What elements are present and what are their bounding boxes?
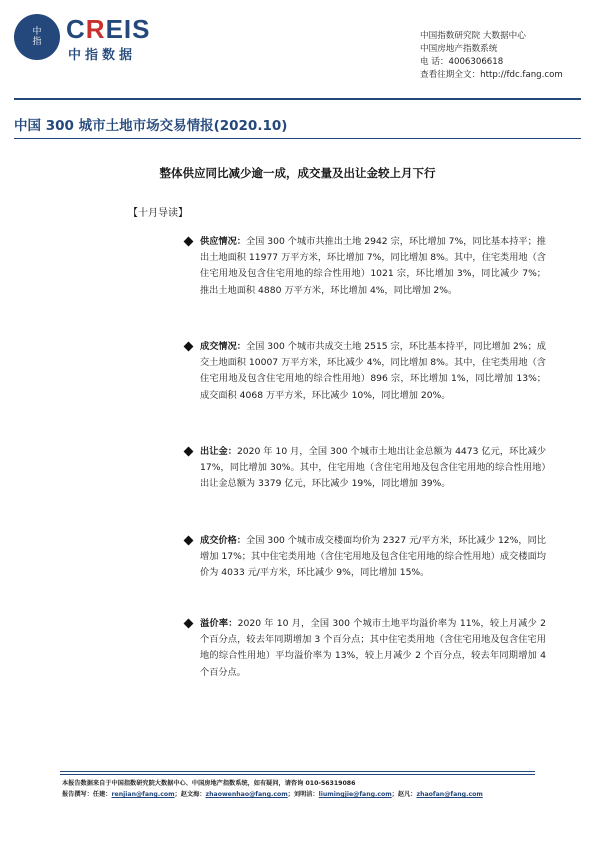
bullet-land-revenue (200, 444, 546, 493)
header-phone: 电 话：4006306618 (420, 57, 504, 67)
footer-source-note: 本报告数据来自于中国指数研究院大数据中心、中国房地产指数系统，如有疑问，请咨询 010-56319086 (62, 780, 356, 787)
bullet-text: 2020 年 10 月，全国 300 个城市土地平均溢价率为 11%，较上月减少 2 个百分点，较去年同期增加 3 个百分点；其中住宅类用地（含住宅用地及包含住宅用地的综合性用地）平均溢价率为 13%，较上月减少 2 个百分点，较去年同期增加 4 个百分点。 (200, 618, 546, 678)
diamond-bullet-icon (184, 447, 194, 457)
section-label: 【十月导读】 (128, 208, 188, 219)
diamond-bullet-icon (184, 619, 194, 629)
bullet-label: 供应情况： (200, 236, 246, 247)
author-email-link[interactable]: liumingjie@fang.com (318, 791, 392, 798)
bullet-transaction (200, 339, 546, 404)
bullet-premium-rate (200, 616, 546, 681)
author-email-link[interactable]: zhaowenhao@fang.com (205, 791, 288, 798)
header-institute: 中国指数研究院 大数据中心 (420, 31, 526, 41)
author-email-link[interactable]: renjian@fang.com (111, 791, 175, 798)
title-divider (14, 138, 581, 139)
header-contact-block (420, 30, 563, 82)
logo-emblem-icon (14, 14, 60, 60)
header-website: 查看往期全文：http://fdc.fang.com (420, 70, 563, 80)
bullet-supply (200, 234, 546, 299)
logo-letter-r: R (85, 14, 106, 44)
diamond-bullet-icon (184, 536, 194, 546)
report-subtitle: 整体供应同比减少逾一成，成交量及出让金较上月下行 (159, 166, 436, 180)
bullet-text: 2020 年 10 月，全国 300 个城市土地出让金总额为 4473 亿元，环比减少 17%，同比增加 30%。其中，住宅用地（含住宅用地及包含住宅用地的综合性用地）出让金总额为 3379 亿元，环比减少 19%，同比增加 39%。 (200, 446, 547, 490)
footer-authors (62, 789, 483, 800)
bullet-text: 全国 300 个城市共成交土地 2515 宗，环比基本持平，同比增加 2%；成交土地面积 10007 万平方米，环比减少 4%，同比增加 8%。其中，住宅类用地（含住宅用地及包含住宅用地的综合性用地）896 宗，环比增加 1%，同比增加 13%；成交面积 4068 万平方米，环比减少 10%，同比增加 20%。 (200, 341, 546, 401)
bullet-label: 成交价格： (200, 535, 247, 546)
logo-letter-c: C (66, 14, 86, 44)
bullet-label: 出让金： (200, 446, 237, 457)
footer-author-prefix: 报告撰写：任建： (62, 791, 112, 798)
footer-divider (60, 771, 535, 772)
logo-letters-rest: EIS (105, 14, 151, 44)
logo-emblem-text-bottom: 指 (32, 37, 42, 47)
bullet-text: 全国 300 个城市成交楼面均价为 2327 元/平方米，环比减少 12%，同比增加 17%；其中住宅类用地（含住宅用地及包含住宅用地的综合性用地）成交楼面均价为 4033 元/平方米，环比减少 9%，同比增加 15%。 (200, 535, 546, 579)
header-system: 中国房地产指数系统 (420, 44, 498, 54)
footer-block (62, 778, 483, 800)
logo-emblem-text-top: 中 (32, 27, 42, 37)
footer-separator: ；刘明洁： (287, 791, 319, 798)
footer-separator: ；赵凡： (391, 791, 417, 798)
author-email-link[interactable]: zhaofan@fang.com (416, 791, 483, 798)
report-title: 中国 300 城市土地市场交易情报(2020.10) (14, 118, 288, 134)
diamond-bullet-icon (184, 342, 194, 352)
footer-divider-secondary (60, 774, 535, 775)
footer-separator: ；赵文海： (174, 791, 206, 798)
diamond-bullet-icon (184, 237, 194, 247)
logo-wordmark (66, 16, 150, 42)
bullet-price (200, 533, 546, 582)
logo-chinese-name: 中指数据 (68, 48, 137, 63)
bullet-label: 成交情况： (200, 341, 246, 352)
header-divider (14, 98, 581, 100)
creis-logo (14, 14, 174, 64)
bullet-label: 溢价率： (200, 618, 238, 629)
bullet-text: 全国 300 个城市共推出土地 2942 宗，环比增加 7%，同比基本持平；推出土地面积 11977 万平方米，环比增加 7%，同比增加 8%。其中，住宅类用地（含住宅用地及包含住宅用地的综合性用地）1021 宗，环比增加 3%，同比减少 7%；推出土地面积 4880 万平方米，环比增加 4%，同比增加 2%。 (200, 236, 546, 296)
